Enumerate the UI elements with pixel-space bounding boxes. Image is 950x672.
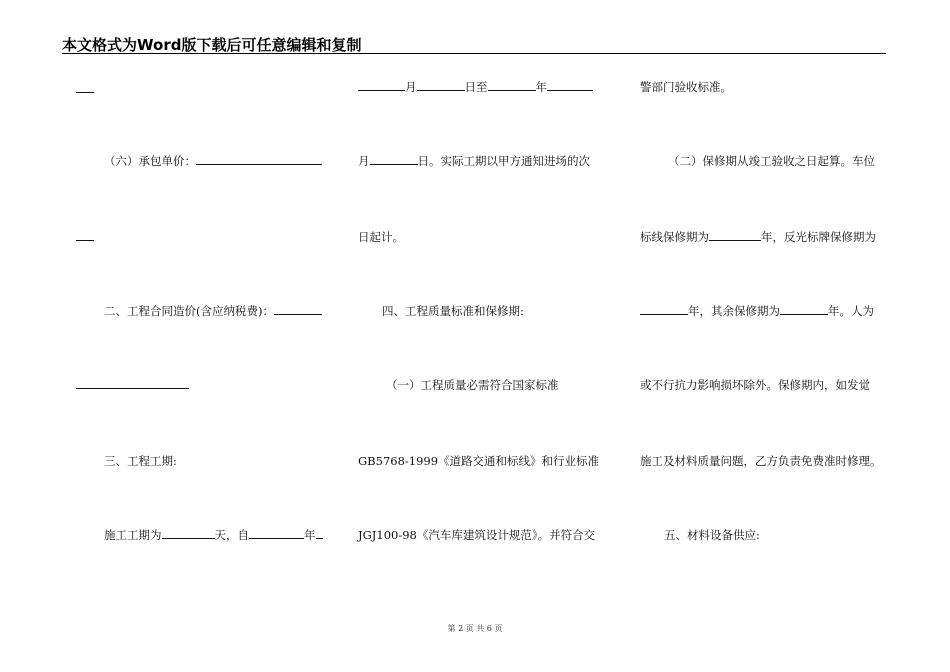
text-span: 年 [535,80,547,94]
blank-field [249,528,304,539]
left-line-7 [104,528,323,542]
text-span: 日。实际工期以甲方通知进场的次 [417,154,590,168]
blank-field [640,304,688,315]
right-line-4 [640,304,874,318]
blank-field [196,154,322,165]
blank-field [274,304,322,315]
contract-price-label: 二、工程合同造价(含应纳税费)： [104,304,274,318]
blank-field [547,80,593,91]
document-header-title: 本文格式为Word版下载后可任意编辑和复制 [62,36,362,54]
right-line-6: 施工及材料质量问题，乙方负责免费准时修理。 [640,454,882,468]
blank-field [417,80,465,91]
blank-field [780,304,828,315]
middle-line-6: GB5768-1999《道路交通和标线》和行业标准 [358,454,600,468]
middle-line-4: 四、工程质量标准和保修期: [382,304,524,318]
text-span: 年。人为 [828,304,874,318]
blank-field [76,82,94,93]
text-span: 标线保修期为 [640,230,709,244]
left-line-3 [76,230,94,244]
right-line-5: 或不行抗力影响损坏除外。保修期内，如发觉 [640,378,870,392]
page-number: 第 2 页 共 6 页 [447,624,503,633]
middle-line-3: 日起计。 [358,230,404,244]
middle-line-5: （一）工程质量必需符合国家标准 [386,378,559,392]
text-span: 日至 [464,80,488,94]
left-line-5 [76,378,189,392]
right-line-3 [640,230,876,244]
blank-field [316,528,323,539]
middle-line-2 [358,154,590,168]
text-span: 施工工期为 [104,528,162,542]
text-span: 天，自 [214,528,249,542]
left-line-2 [104,154,322,168]
blank-field [76,230,94,241]
text-span: 月 [405,80,417,94]
blank-field [162,528,215,539]
blank-field [370,154,418,165]
blank-field [709,230,761,241]
right-line-7: 五、材料设备供应: [664,528,760,542]
left-line-1 [76,82,94,96]
unit-price-label: （六）承包单价： [104,154,196,168]
text-span: 月 [358,154,370,168]
left-line-4 [104,304,322,318]
right-line-1: 警部门验收标准。 [640,80,732,94]
blank-field [76,378,189,389]
blank-field [488,80,536,91]
left-line-6 [104,454,177,468]
text-span: 年，反光标牌保修期为 [761,230,876,244]
text-span: 年，其余保修期为 [688,304,780,318]
middle-line-1 [358,80,593,94]
text-span: 年 [304,528,316,542]
right-line-2: （二）保修期从竣工验收之日起算。车位 [668,154,875,168]
header-divider [62,53,886,54]
blank-field [358,80,405,91]
section-heading: 三、工程工期: [104,454,177,468]
middle-line-7: JGJ100-98《汽车库建筑设计规范》。并符合交 [358,528,596,542]
